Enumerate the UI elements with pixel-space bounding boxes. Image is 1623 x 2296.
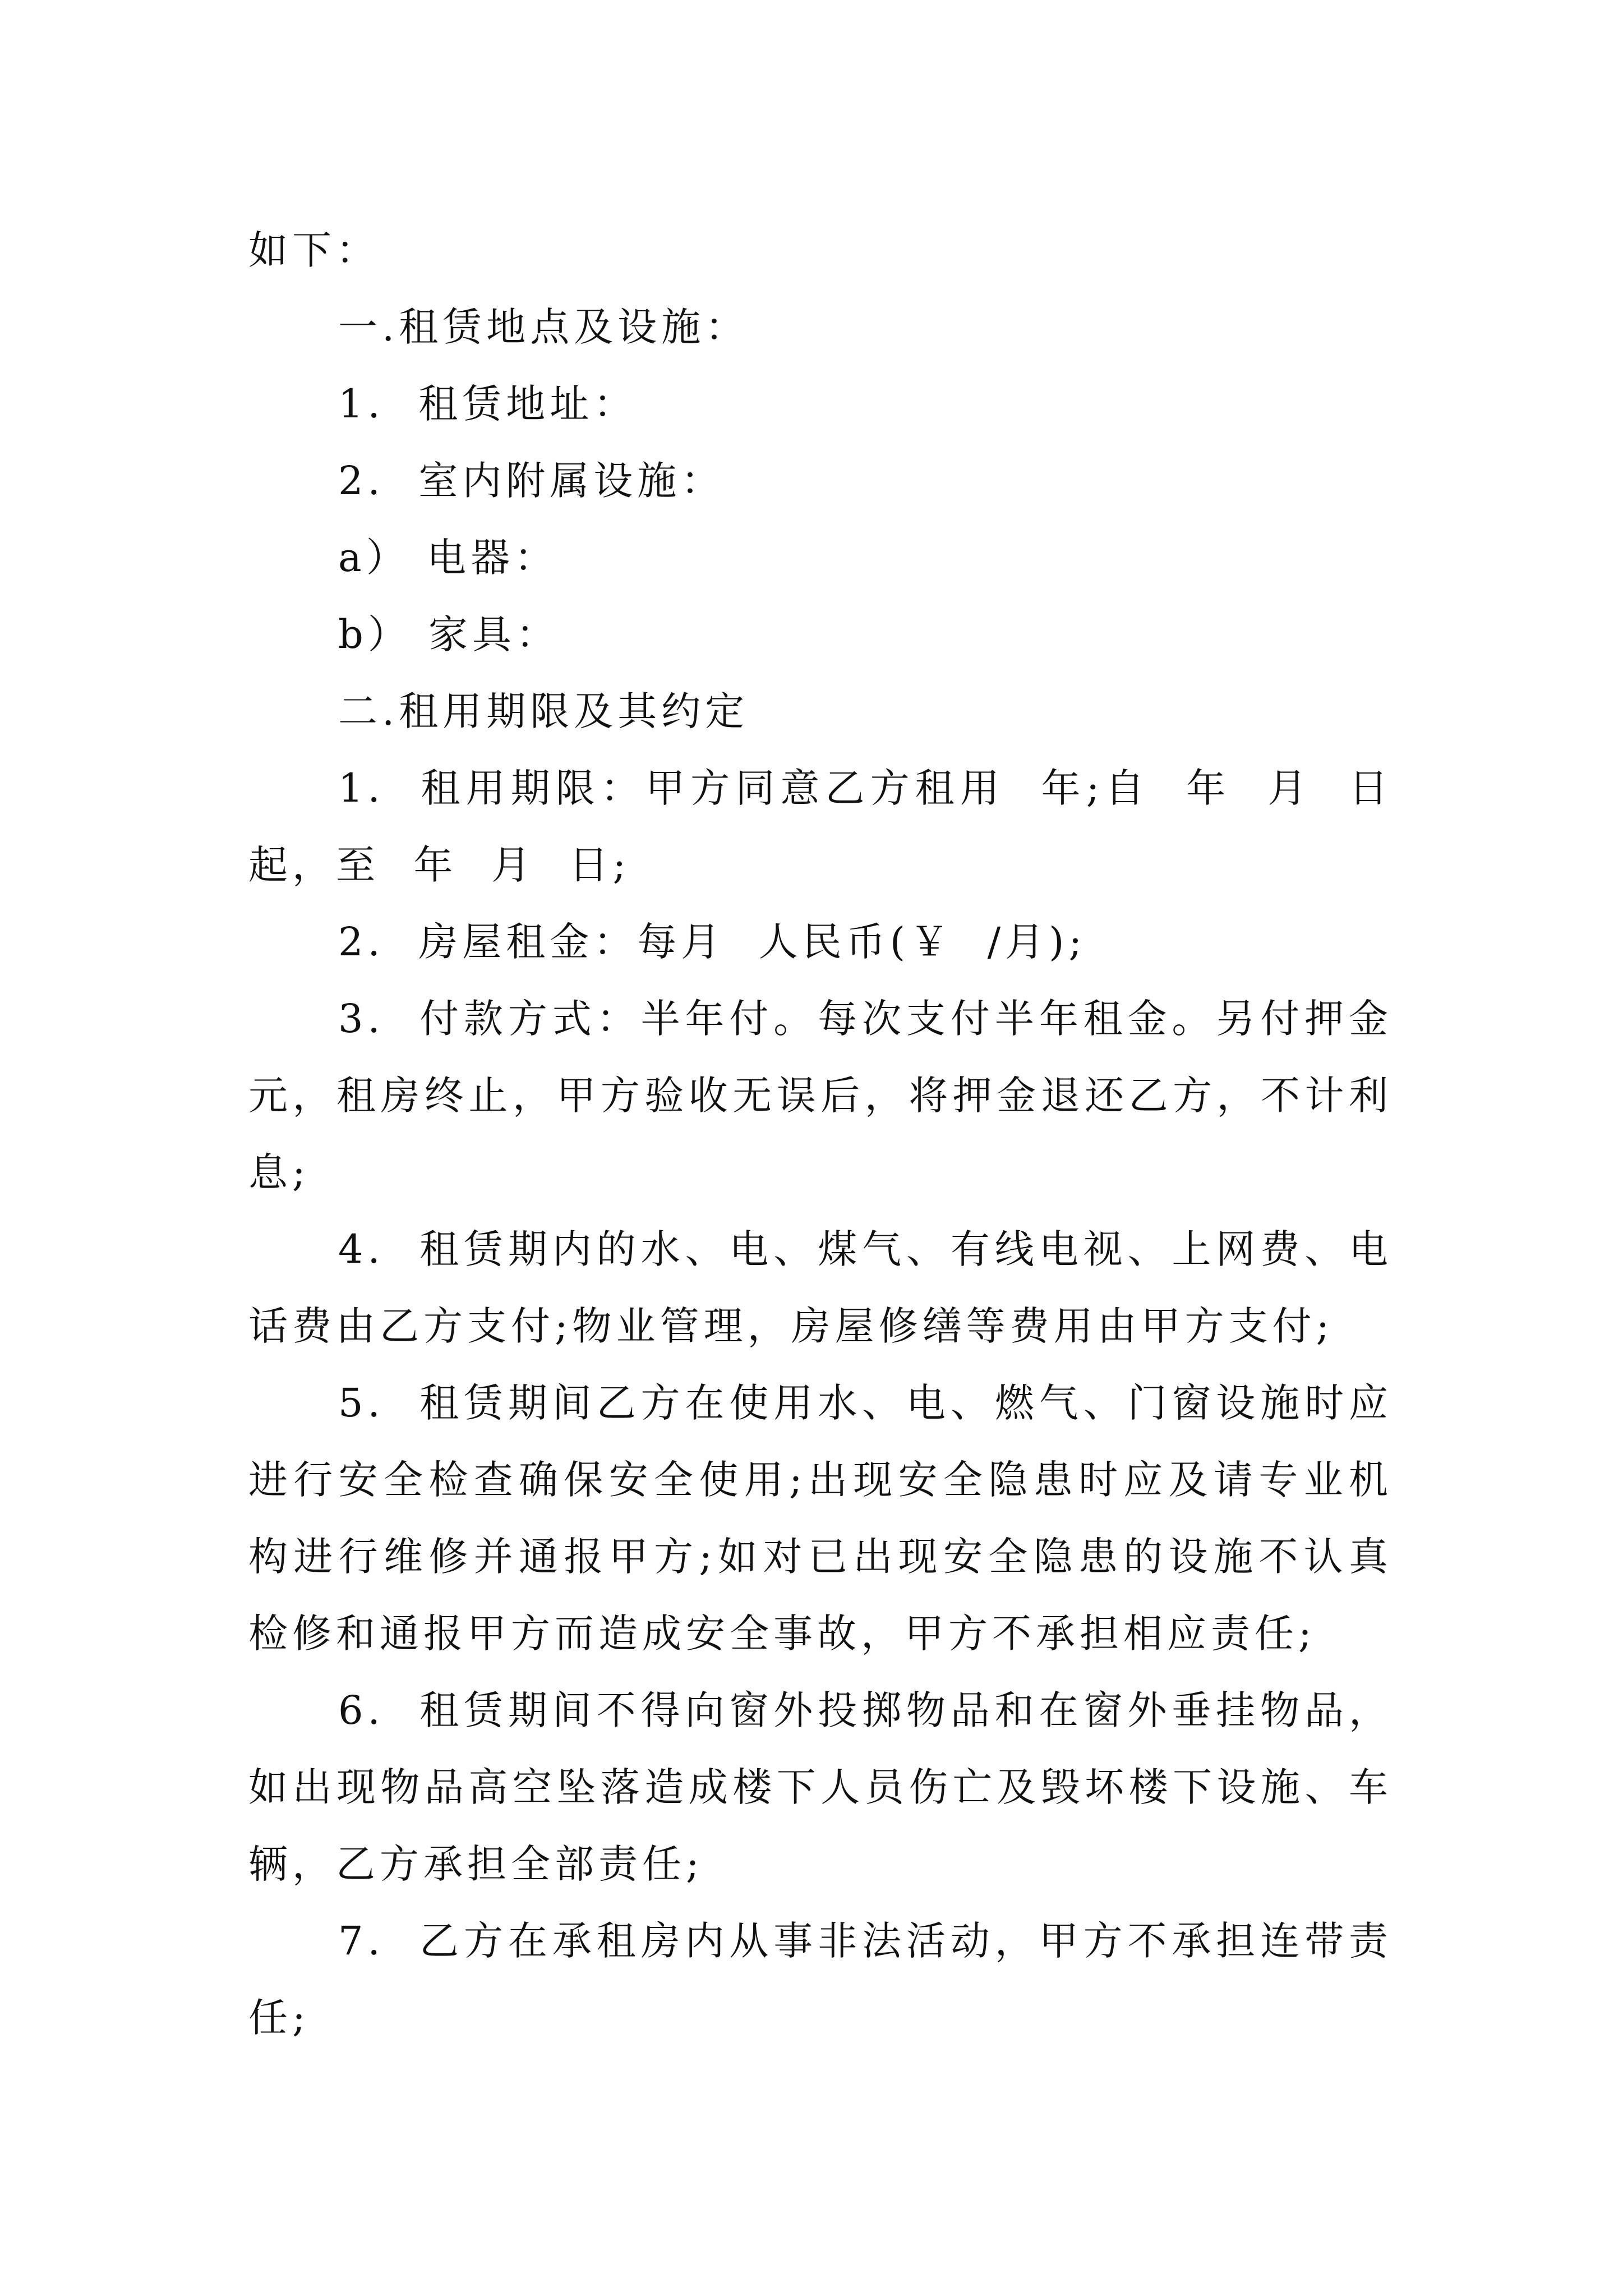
subitem-appliances: a） 电器： [338,535,558,581]
subitem-furniture: b） 家具： [338,611,560,657]
document-body [248,212,1427,2056]
item-lease-term: 1. 租用期限：甲方同意乙方租用 年;自 年 月 日起，至 年 月 日; [248,765,1393,888]
item-rent: 2. 房屋租金：每月 人民币(￥ /月); [338,919,1087,965]
item-illegal-activity: 7. 乙方在承租房内从事非法活动，甲方不承担连带责任; [248,1918,1393,2041]
item-safety: 5. 租赁期间乙方在使用水、电、燃气、门窗设施时应进行安全检查确保安全使用;出现安全隐患时应及请专业机构进行维修并通报甲方;如对已出现安全隐患的设施不认真检修和通报甲方而造成安全事故，甲方不承担相应责任; [248,1380,1393,1657]
section-heading-1: 一.租赁地点及设施： [338,304,749,350]
item-window-objects: 6. 租赁期间不得向窗外投掷物品和在窗外垂挂物品，如出现物品高空坠落造成楼下人员伤亡及毁坏楼下设施、车辆，乙方承担全部责任; [248,1687,1393,1887]
paragraph-intro: 如下： [248,227,380,273]
item-rental-address: 1. 租赁地址： [338,381,638,427]
item-facilities: 2. 室内附属设施： [338,458,725,504]
item-utilities: 4. 租赁期内的水、电、煤气、有线电视、上网费、电话费由乙方支付;物业管理，房屋修缮等费用由甲方支付; [248,1226,1393,1349]
item-payment-method: 3. 付款方式：半年付。每次支付半年租金。另付押金 元，租房终止，甲方验收无误后，将押金退还乙方，不计利息; [248,996,1427,1195]
section-heading-2: 二.租用期限及其约定 [338,688,749,734]
